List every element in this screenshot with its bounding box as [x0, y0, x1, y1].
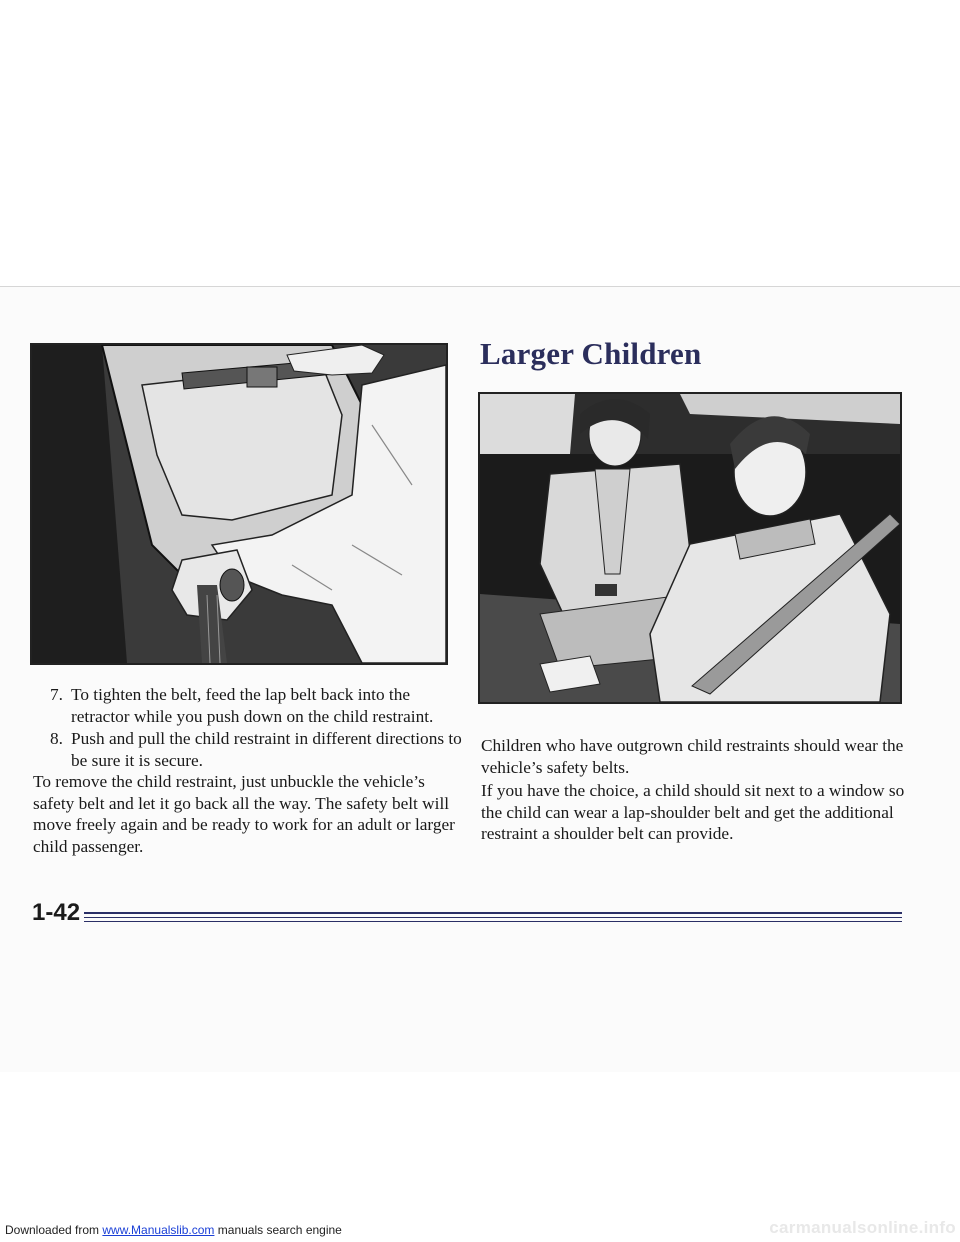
manualslib-link[interactable]: www.Manualslib.com [102, 1223, 215, 1237]
page-number: 1-42 [32, 899, 81, 926]
footer-rule [84, 912, 902, 914]
download-note [5, 1223, 342, 1237]
download-suffix: manuals search engine [214, 1223, 342, 1237]
step-7 [50, 684, 470, 727]
footer-rule [84, 917, 902, 918]
footer-rule [84, 921, 902, 922]
remove-restraint-paragraph: To remove the child restraint, just unbuckle the vehicle’s safety belt and let it go back all the way. The safety belt will move freely again and be ready to work for an adult or larger child passenger. [33, 772, 455, 856]
section-heading: Larger Children [480, 336, 702, 371]
outgrown-restraints-paragraph: Children who have outgrown child restraints should wear the vehicle’s safety belts. [481, 736, 904, 777]
download-prefix: Downloaded from [5, 1223, 103, 1237]
step-number: 7. [50, 685, 63, 704]
step-8 [50, 728, 470, 771]
watermark: carmanualsonline.info [769, 1218, 956, 1237]
step-text: Push and pull the child restraint in different directions to be sure it is secure. [71, 729, 462, 770]
step-text: To tighten the belt, feed the lap belt back into the retractor while you push down on the child restraint. [71, 685, 434, 726]
window-seat-paragraph: If you have the choice, a child should sit next to a window so the child can wear a lap-shoulder belt and get the additional restraint a shoulder belt can provide. [481, 781, 905, 843]
larger-children-illustration [478, 392, 902, 704]
page-bottom-margin [0, 1072, 960, 1242]
child-restraint-illustration [30, 343, 448, 665]
step-number: 8. [50, 729, 63, 748]
